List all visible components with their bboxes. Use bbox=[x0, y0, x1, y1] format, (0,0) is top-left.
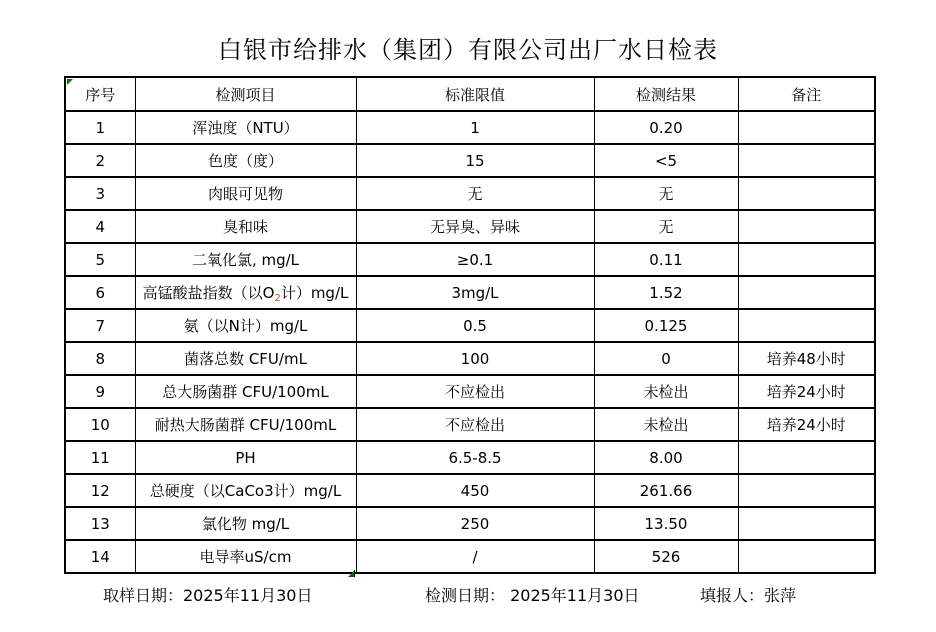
daily-inspection-table bbox=[64, 76, 876, 574]
cell-remark bbox=[738, 540, 875, 573]
cell-result: 1.52 bbox=[594, 276, 738, 309]
table-row bbox=[65, 177, 875, 210]
cell-item bbox=[135, 276, 356, 309]
item-text: 高锰酸盐指数（以O bbox=[142, 283, 275, 302]
cell-item: 总大肠菌群 CFU/100mL bbox=[135, 375, 356, 408]
cell-result: 无 bbox=[594, 177, 738, 210]
cell-no: 6 bbox=[65, 276, 135, 309]
cell-no: 5 bbox=[65, 243, 135, 276]
column-divider-stub bbox=[354, 570, 355, 577]
cell-no: 2 bbox=[65, 144, 135, 177]
cell-result: <5 bbox=[594, 144, 738, 177]
table-row bbox=[65, 210, 875, 243]
cell-remark: 培养24小时 bbox=[738, 408, 875, 441]
cell-item: 总硬度（以CaCo3计）mg/L bbox=[135, 474, 356, 507]
table-row bbox=[65, 243, 875, 276]
cell-item: 菌落总数 CFU/mL bbox=[135, 342, 356, 375]
header-cell-result: 检测结果 bbox=[594, 77, 738, 111]
cell-item: 浑浊度（NTU） bbox=[135, 111, 356, 144]
cell-result: 261.66 bbox=[594, 474, 738, 507]
cell-limit: 1 bbox=[356, 111, 594, 144]
footer bbox=[0, 583, 936, 605]
cell-limit: ≥0.1 bbox=[356, 243, 594, 276]
table-row bbox=[65, 111, 875, 144]
item-subscript: 2 bbox=[274, 292, 281, 304]
cell-remark bbox=[738, 177, 875, 210]
cell-remark bbox=[738, 243, 875, 276]
table-row bbox=[65, 276, 875, 309]
cell-item: PH bbox=[135, 441, 356, 474]
cell-item: 氯化物 mg/L bbox=[135, 507, 356, 540]
cell-no: 7 bbox=[65, 309, 135, 342]
table-row bbox=[65, 441, 875, 474]
cell-item: 肉眼可见物 bbox=[135, 177, 356, 210]
table-row bbox=[65, 309, 875, 342]
cell-limit: / bbox=[356, 540, 594, 573]
cell-item: 色度（度） bbox=[135, 144, 356, 177]
cell-result: 0.20 bbox=[594, 111, 738, 144]
table-row bbox=[65, 474, 875, 507]
cell-result: 526 bbox=[594, 540, 738, 573]
table-row bbox=[65, 540, 875, 573]
table-row bbox=[65, 342, 875, 375]
table-body bbox=[65, 111, 875, 573]
cell-no: 14 bbox=[65, 540, 135, 573]
table-row bbox=[65, 144, 875, 177]
sampling-date-text: 取样日期：2025年11月30日 bbox=[103, 586, 313, 605]
cell-remark bbox=[738, 309, 875, 342]
cell-remark bbox=[738, 441, 875, 474]
cell-no: 4 bbox=[65, 210, 135, 243]
table-row bbox=[65, 375, 875, 408]
cell-limit: 0.5 bbox=[356, 309, 594, 342]
header-cell-remark: 备注 bbox=[738, 77, 875, 111]
cell-remark: 培养24小时 bbox=[738, 375, 875, 408]
cell-no: 11 bbox=[65, 441, 135, 474]
table-row bbox=[65, 507, 875, 540]
item-text: 计）mg/L bbox=[280, 283, 349, 302]
cell-no: 9 bbox=[65, 375, 135, 408]
cell-no: 12 bbox=[65, 474, 135, 507]
cell-limit: 无 bbox=[356, 177, 594, 210]
cell-no: 3 bbox=[65, 177, 135, 210]
cell-item: 电导率uS/cm bbox=[135, 540, 356, 573]
cell-limit: 不应检出 bbox=[356, 408, 594, 441]
header-row bbox=[65, 77, 875, 111]
cell-remark bbox=[738, 276, 875, 309]
page-title: 白银市给排水（集团）有限公司出厂水日检表 bbox=[218, 38, 718, 64]
cell-limit: 450 bbox=[356, 474, 594, 507]
cell-remark bbox=[738, 507, 875, 540]
cell-item: 氨（以N计）mg/L bbox=[135, 309, 356, 342]
cell-result: 8.00 bbox=[594, 441, 738, 474]
cell-result: 未检出 bbox=[594, 408, 738, 441]
cell-item: 耐热大肠菌群 CFU/100mL bbox=[135, 408, 356, 441]
cell-limit: 15 bbox=[356, 144, 594, 177]
test-date-text: 检测日期： 2025年11月30日 bbox=[425, 586, 640, 605]
header-cell-limit: 标准限值 bbox=[356, 77, 594, 111]
header-cell-no: 序号 bbox=[65, 77, 135, 111]
cell-limit: 250 bbox=[356, 507, 594, 540]
cell-limit: 3mg/L bbox=[356, 276, 594, 309]
table-row bbox=[65, 408, 875, 441]
cell-result: 无 bbox=[594, 210, 738, 243]
cell-limit: 6.5-8.5 bbox=[356, 441, 594, 474]
cell-remark bbox=[738, 474, 875, 507]
cell-remark bbox=[738, 210, 875, 243]
cell-result: 0.11 bbox=[594, 243, 738, 276]
header-cell-item: 检测项目 bbox=[135, 77, 356, 111]
cell-item: 臭和味 bbox=[135, 210, 356, 243]
cell-limit: 不应检出 bbox=[356, 375, 594, 408]
cell-remark: 培养48小时 bbox=[738, 342, 875, 375]
cell-remark bbox=[738, 111, 875, 144]
cell-result: 未检出 bbox=[594, 375, 738, 408]
cell-remark bbox=[738, 144, 875, 177]
cell-no: 1 bbox=[65, 111, 135, 144]
cell-result: 0.125 bbox=[594, 309, 738, 342]
reporter-text: 填报人：张萍 bbox=[700, 586, 797, 605]
cell-no: 10 bbox=[65, 408, 135, 441]
cell-result: 13.50 bbox=[594, 507, 738, 540]
cell-result: 0 bbox=[594, 342, 738, 375]
cell-limit: 无异臭、异味 bbox=[356, 210, 594, 243]
cell-no: 13 bbox=[65, 507, 135, 540]
cell-no: 8 bbox=[65, 342, 135, 375]
cell-item: 二氧化氯, mg/L bbox=[135, 243, 356, 276]
cell-limit: 100 bbox=[356, 342, 594, 375]
